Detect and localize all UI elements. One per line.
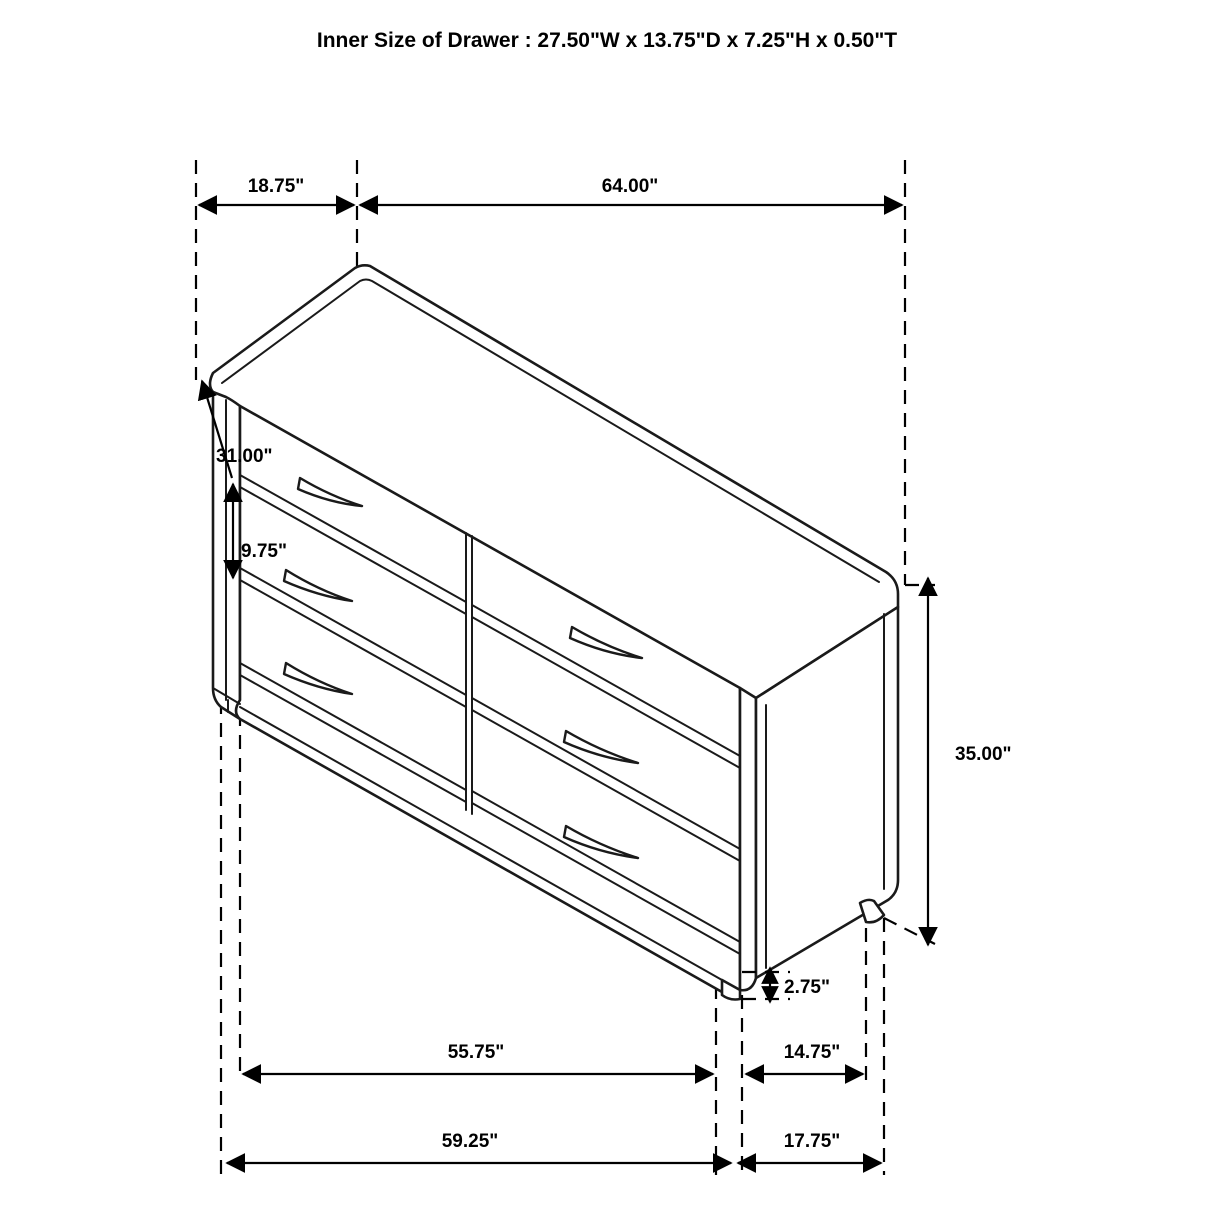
dimension-top-width [360,176,902,205]
svg-text:59.25": 59.25" [441,1131,499,1152]
svg-text:35.00": 35.00" [955,744,1012,765]
svg-text:9.75": 9.75" [241,541,287,562]
svg-text:18.75": 18.75" [247,176,305,197]
dimension-bottom-side-depth [746,1042,863,1074]
svg-text:2.75": 2.75" [784,977,830,998]
svg-text:55.75": 55.75" [447,1042,505,1063]
svg-text:17.75": 17.75" [783,1131,841,1152]
dimension-top-left-depth [199,176,354,205]
svg-text:14.75": 14.75" [783,1042,841,1063]
dimension-bottom-outer-width [227,1131,731,1163]
svg-text:64.00": 64.00" [601,176,659,197]
dimension-right-total-height [884,578,1012,945]
dresser-illustration [210,265,898,999]
dimension-leg-height [742,968,830,1002]
page-title: Inner Size of Drawer : 27.50"W x 13.75"D x 7.25"H x 0.50"T [316,29,898,52]
dimension-bottom-front-width [243,1042,713,1074]
dimension-bottom-outer-depth [738,1131,881,1163]
svg-text:31.00": 31.00" [216,446,273,467]
